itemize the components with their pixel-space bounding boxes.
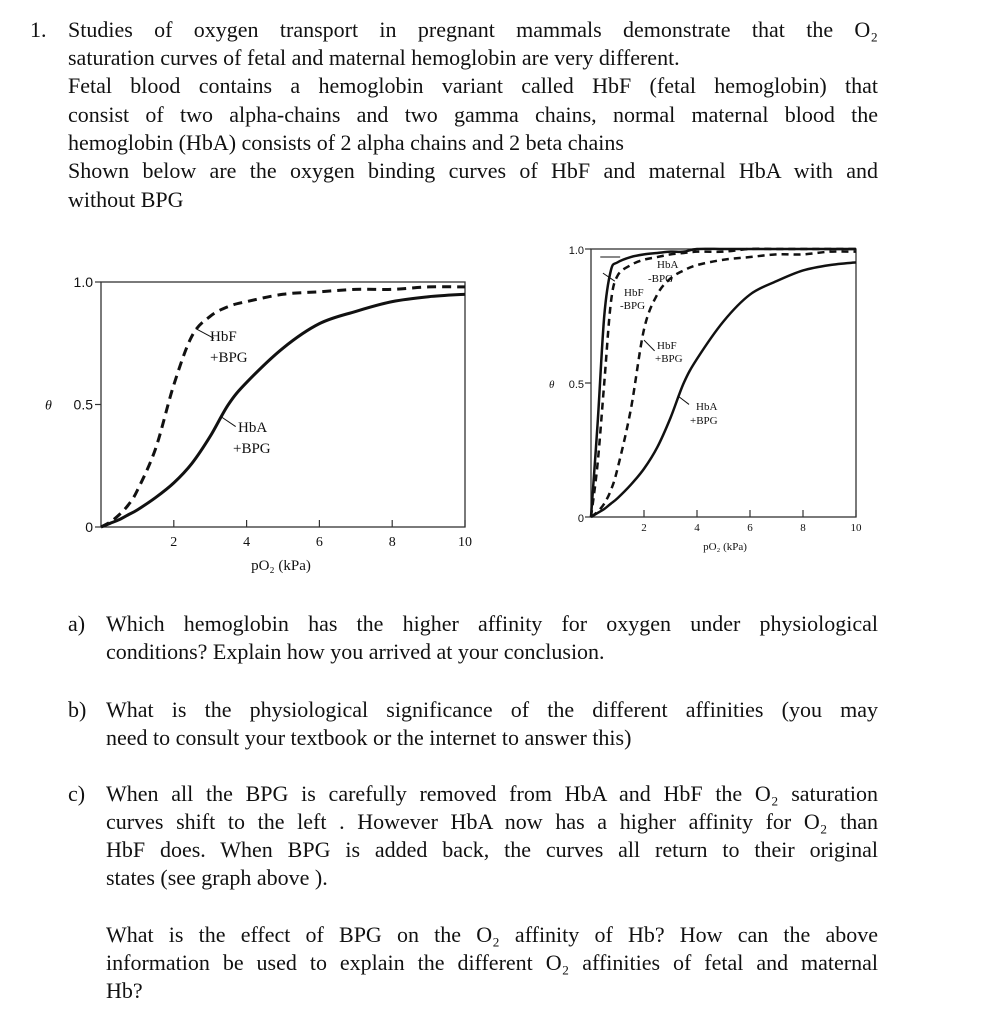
plot-frame bbox=[101, 282, 465, 527]
x-tick-label: 6 bbox=[315, 535, 323, 550]
part-line: Which hemoglobin has the higher affinity for oxygen under physiological bbox=[106, 611, 878, 636]
series-annotation: HbA bbox=[238, 420, 268, 436]
chart-2 bbox=[549, 245, 862, 553]
series-annotation: +BPG bbox=[233, 441, 271, 457]
x-axis-label: pO₂ (kPa) bbox=[703, 541, 747, 553]
part-label: a) bbox=[68, 611, 86, 636]
series-line-hba-bpg bbox=[101, 294, 465, 527]
part-line: conditions? Explain how you arrived at your conclusion. bbox=[106, 639, 605, 664]
y-tick-label: 0 bbox=[577, 513, 584, 525]
chart-1 bbox=[45, 274, 472, 574]
y-tick-label: 0 bbox=[85, 519, 93, 535]
series-annotation: HbA bbox=[696, 401, 718, 413]
series-annotation: HbF bbox=[624, 287, 644, 299]
x-tick-label: 6 bbox=[747, 522, 753, 534]
annotation-leader bbox=[678, 396, 689, 404]
series-annotation: HbA bbox=[657, 259, 679, 271]
part-label: c) bbox=[68, 781, 86, 806]
y-tick-label: 0.5 bbox=[568, 379, 584, 391]
x-tick-label: 4 bbox=[243, 535, 251, 550]
intro-line: Shown below are the oxygen binding curves of HbF and maternal HbA with and bbox=[68, 158, 878, 183]
x-tick-label: 8 bbox=[800, 522, 806, 534]
y-tick-label: 1.0 bbox=[568, 245, 584, 257]
intro-line: without BPG bbox=[68, 187, 184, 212]
intro-line: saturation curves of fetal and maternal hemoglobin are very different. bbox=[68, 45, 680, 70]
series-annotation: +BPG bbox=[690, 415, 718, 427]
part-line: What is the effect of BPG on the O₂ affinity of Hb? How can the above bbox=[106, 922, 878, 947]
intro-line: consist of two alpha-chains and two gamma chains, normal maternal blood the bbox=[68, 102, 878, 127]
y-tick-label: 1.0 bbox=[73, 274, 93, 290]
x-axis-label: pO₂ (kPa) bbox=[251, 558, 311, 574]
part-line: Hb? bbox=[106, 978, 143, 1003]
part-line: need to consult your textbook or the internet to answer this) bbox=[106, 725, 632, 750]
series-annotation: HbF bbox=[657, 340, 677, 352]
series-annotation: -BPG bbox=[620, 300, 646, 312]
intro-line: hemoglobin (HbA) consists of 2 alpha chains and 2 beta chains bbox=[68, 130, 624, 155]
series-line-hbf-bpg bbox=[101, 287, 465, 527]
y-tick-label: 0.5 bbox=[73, 396, 93, 413]
x-tick-label: 10 bbox=[850, 522, 862, 534]
x-tick-label: 2 bbox=[641, 522, 647, 534]
x-tick-label: 10 bbox=[458, 535, 472, 550]
part-line: curves shift to the left . However HbA now has a higher affinity for O₂ than bbox=[106, 809, 878, 834]
series-annotation: +BPG bbox=[655, 353, 683, 365]
series-annotation: +BPG bbox=[210, 350, 248, 366]
x-tick-label: 2 bbox=[170, 535, 178, 550]
intro-line: Fetal blood contains a hemoglobin variant called HbF (fetal hemoglobin) that bbox=[68, 73, 878, 98]
x-tick-label: 4 bbox=[694, 522, 700, 534]
part-line: When all the BPG is carefully removed from HbA and HbF the O₂ saturation bbox=[106, 781, 878, 806]
series-annotation: -BPG bbox=[648, 273, 674, 285]
part-label: b) bbox=[68, 697, 87, 722]
part-line: What is the physiological significance of the different affinities (you may bbox=[106, 697, 878, 722]
intro-line: Studies of oxygen transport in pregnant mammals demonstrate that the O₂ bbox=[68, 17, 878, 42]
part-line: HbF does. When BPG is added back, the curves all return to their original bbox=[106, 837, 878, 862]
question-number: 1. bbox=[30, 17, 47, 42]
series-annotation: HbF bbox=[210, 329, 237, 345]
part-line: states (see graph above ). bbox=[106, 865, 328, 890]
annotation-leader bbox=[221, 417, 236, 427]
y-axis-label: θ bbox=[549, 379, 555, 391]
annotation-leader bbox=[644, 340, 655, 351]
x-tick-label: 8 bbox=[388, 535, 396, 550]
y-axis-label: θ bbox=[45, 398, 52, 414]
part-line: information be used to explain the different O₂ affinities of fetal and maternal bbox=[106, 950, 878, 975]
